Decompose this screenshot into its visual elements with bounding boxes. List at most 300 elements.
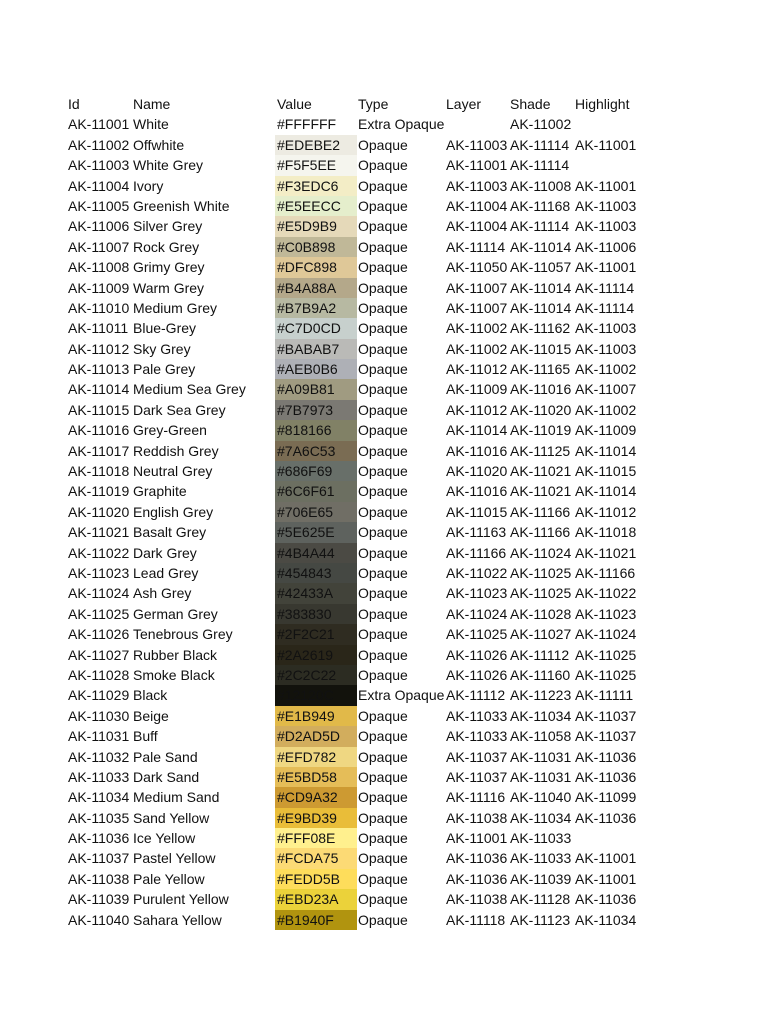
cell-layer: AK-11012 xyxy=(446,401,508,418)
cell-type: Opaque xyxy=(358,605,408,622)
cell-highlight: AK-11001 xyxy=(575,870,637,887)
cell-type: Opaque xyxy=(358,809,408,826)
cell-highlight: AK-11001 xyxy=(575,850,637,867)
cell-highlight: AK-11099 xyxy=(575,789,637,806)
cell-name: Silver Grey xyxy=(133,218,203,235)
cell-shade: AK-11019 xyxy=(510,422,572,439)
cell-layer: AK-11118 xyxy=(446,911,506,928)
cell-id: AK-11007 xyxy=(68,238,130,255)
cell-layer: AK-11007 xyxy=(446,279,508,296)
table-row xyxy=(68,481,708,501)
cell-id: AK-11018 xyxy=(68,463,130,480)
cell-shade: AK-11008 xyxy=(510,177,572,194)
color-swatch-cell: #42433A xyxy=(275,583,357,603)
table-row xyxy=(68,502,708,522)
table-header-row xyxy=(68,94,708,114)
cell-id: AK-11001 xyxy=(68,116,130,133)
table-row xyxy=(68,624,708,644)
table-row xyxy=(68,543,708,563)
cell-type: Opaque xyxy=(358,299,408,316)
cell-type: Opaque xyxy=(358,463,408,480)
table-row xyxy=(68,848,708,868)
cell-type: Opaque xyxy=(358,564,408,581)
cell-type: Opaque xyxy=(358,830,408,847)
cell-highlight: AK-11036 xyxy=(575,748,637,765)
cell-layer: AK-11009 xyxy=(446,381,508,398)
cell-id: AK-11037 xyxy=(68,850,130,867)
cell-name: Sahara Yellow xyxy=(133,911,222,928)
cell-shade: AK-11014 xyxy=(510,279,572,296)
cell-id: AK-11016 xyxy=(68,422,130,439)
cell-shade: AK-11039 xyxy=(510,870,572,887)
cell-highlight: AK-11003 xyxy=(575,340,637,357)
cell-id: AK-11039 xyxy=(68,891,130,908)
cell-layer: AK-11014 xyxy=(446,422,508,439)
cell-layer: AK-11002 xyxy=(446,320,508,337)
cell-type: Opaque xyxy=(358,401,408,418)
cell-layer: AK-11036 xyxy=(446,870,508,887)
cell-id: AK-11015 xyxy=(68,401,130,418)
cell-id: AK-11020 xyxy=(68,503,130,520)
cell-layer: AK-11004 xyxy=(446,197,508,214)
table-row xyxy=(68,257,708,277)
cell-name: Buff xyxy=(133,728,158,745)
table-row xyxy=(68,441,708,461)
cell-name: English Grey xyxy=(133,503,214,520)
cell-shade: AK-11020 xyxy=(510,401,572,418)
cell-id: AK-11038 xyxy=(68,870,130,887)
cell-id: AK-11032 xyxy=(68,748,130,765)
color-swatch-cell: #686F69 xyxy=(275,461,357,481)
cell-id: AK-11035 xyxy=(68,809,130,826)
cell-id: AK-11030 xyxy=(68,707,130,724)
cell-name: Offwhite xyxy=(133,136,185,153)
cell-layer: AK-11024 xyxy=(446,605,508,622)
cell-id: AK-11005 xyxy=(68,197,130,214)
cell-type: Opaque xyxy=(358,136,408,153)
cell-type: Opaque xyxy=(358,891,408,908)
cell-shade: AK-11223 xyxy=(510,687,572,704)
color-swatch-cell: #AEB0B6 xyxy=(275,359,357,379)
color-swatch-cell: #2A2619 xyxy=(275,645,357,665)
cell-type: Opaque xyxy=(358,646,408,663)
table-row xyxy=(68,339,708,359)
cell-name: Rock Grey xyxy=(133,238,200,255)
cell-type: Opaque xyxy=(358,585,408,602)
table-row xyxy=(68,869,708,889)
table-row xyxy=(68,216,708,236)
cell-id: AK-11013 xyxy=(68,361,130,378)
cell-shade: AK-11024 xyxy=(510,544,572,561)
cell-shade: AK-11014 xyxy=(510,299,572,316)
cell-highlight: AK-11001 xyxy=(575,136,637,153)
cell-id: AK-11017 xyxy=(68,442,130,459)
color-swatch-cell: #FFF08E xyxy=(275,828,357,848)
color-swatch-cell: #FFFFFF xyxy=(275,114,357,134)
cell-type: Opaque xyxy=(358,197,408,214)
cell-name: German Grey xyxy=(133,605,218,622)
cell-highlight: AK-11014 xyxy=(575,483,637,500)
cell-highlight: AK-11012 xyxy=(575,503,637,520)
cell-id: AK-11028 xyxy=(68,666,130,683)
cell-name: Ivory xyxy=(133,177,164,194)
cell-type: Opaque xyxy=(358,157,408,174)
cell-highlight: AK-11024 xyxy=(575,626,637,643)
color-swatch-cell: #7B7973 xyxy=(275,400,357,420)
table-row xyxy=(68,298,708,318)
cell-shade: AK-11033 xyxy=(510,830,572,847)
color-swatch-cell: #EBD23A xyxy=(275,889,357,909)
color-swatch-cell: #4B4A44 xyxy=(275,543,357,563)
color-swatch-cell: #2F2C21 xyxy=(275,624,357,644)
cell-highlight: AK-11025 xyxy=(575,646,637,663)
color-swatch-cell: #6C6F61 xyxy=(275,481,357,501)
cell-shade: AK-11033 xyxy=(510,850,572,867)
cell-shade: AK-11128 xyxy=(510,891,571,908)
cell-id: AK-11033 xyxy=(68,768,130,785)
cell-type: Opaque xyxy=(358,238,408,255)
cell-type: Opaque xyxy=(358,870,408,887)
cell-type: Opaque xyxy=(358,850,408,867)
cell-layer: AK-11038 xyxy=(446,809,508,826)
cell-highlight: AK-11001 xyxy=(575,177,637,194)
color-swatch-cell: #E5D9B9 xyxy=(275,216,357,236)
cell-shade: AK-11034 xyxy=(510,707,572,724)
table-row xyxy=(68,889,708,909)
color-swatch-cell: #7A6C53 xyxy=(275,441,357,461)
table-row xyxy=(68,787,708,807)
cell-layer: AK-11012 xyxy=(446,361,508,378)
cell-id: AK-11025 xyxy=(68,605,130,622)
cell-layer: AK-11114 xyxy=(446,238,506,255)
cell-name: White xyxy=(133,116,169,133)
cell-highlight: AK-11036 xyxy=(575,768,637,785)
cell-name: Sand Yellow xyxy=(133,809,210,826)
table-row xyxy=(68,747,708,767)
cell-highlight: AK-11111 xyxy=(575,687,634,704)
cell-name: Ice Yellow xyxy=(133,830,196,847)
cell-shade: AK-11058 xyxy=(510,728,572,745)
cell-shade: AK-11165 xyxy=(510,361,571,378)
cell-name: Pale Yellow xyxy=(133,870,205,887)
cell-id: AK-11023 xyxy=(68,564,130,581)
cell-shade: AK-11025 xyxy=(510,564,572,581)
cell-name: Pale Sand xyxy=(133,748,198,765)
table-row xyxy=(68,910,708,930)
table-row xyxy=(68,359,708,379)
cell-layer: AK-11022 xyxy=(446,564,508,581)
cell-shade: AK-11028 xyxy=(510,605,572,622)
cell-shade: AK-11014 xyxy=(510,238,572,255)
cell-type: Opaque xyxy=(358,177,408,194)
cell-layer: AK-11038 xyxy=(446,891,508,908)
cell-shade: AK-11015 xyxy=(510,340,572,357)
table-row xyxy=(68,400,708,420)
cell-shade: AK-11025 xyxy=(510,585,572,602)
cell-id: AK-11002 xyxy=(68,136,130,153)
cell-layer: AK-11033 xyxy=(446,728,508,745)
cell-id: AK-11027 xyxy=(68,646,130,663)
cell-name: Grey-Green xyxy=(133,422,207,439)
cell-id: AK-11026 xyxy=(68,626,130,643)
cell-type: Opaque xyxy=(358,911,408,928)
cell-name: Smoke Black xyxy=(133,666,215,683)
cell-highlight: AK-11006 xyxy=(575,238,637,255)
cell-shade: AK-11168 xyxy=(510,197,571,214)
cell-name: Medium Grey xyxy=(133,299,218,316)
cell-highlight: AK-11007 xyxy=(575,381,637,398)
cell-shade: AK-11112 xyxy=(510,646,570,663)
cell-type: Opaque xyxy=(358,361,408,378)
cell-id: AK-11011 xyxy=(68,320,129,337)
cell-highlight: AK-11114 xyxy=(575,299,635,316)
cell-type: Opaque xyxy=(358,483,408,500)
cell-layer: AK-11001 xyxy=(446,830,508,847)
table-row xyxy=(68,461,708,481)
cell-name: White Grey xyxy=(133,157,204,174)
cell-highlight: AK-11023 xyxy=(575,605,637,622)
cell-name: Pale Grey xyxy=(133,361,196,378)
cell-shade: AK-11031 xyxy=(510,748,572,765)
cell-type: Opaque xyxy=(358,626,408,643)
cell-name: Grimy Grey xyxy=(133,259,205,276)
cell-layer: AK-11002 xyxy=(446,340,508,357)
color-swatch-cell: #FEDD5B xyxy=(275,869,357,889)
table-row xyxy=(68,135,708,155)
cell-shade: AK-11162 xyxy=(510,320,571,337)
cell-name: Graphite xyxy=(133,483,187,500)
cell-highlight: AK-11037 xyxy=(575,728,637,745)
cell-shade: AK-11166 xyxy=(510,524,571,541)
cell-highlight: AK-11001 xyxy=(575,259,637,276)
cell-id: AK-11024 xyxy=(68,585,130,602)
color-swatch-cell: #E1B949 xyxy=(275,706,357,726)
cell-type: Opaque xyxy=(358,422,408,439)
cell-layer: AK-11025 xyxy=(446,626,508,643)
cell-id: AK-11022 xyxy=(68,544,130,561)
cell-type: Opaque xyxy=(358,442,408,459)
cell-highlight: AK-11036 xyxy=(575,891,637,908)
cell-id: AK-11004 xyxy=(68,177,130,194)
cell-id: AK-11003 xyxy=(68,157,130,174)
cell-name: Warm Grey xyxy=(133,279,205,296)
cell-id: AK-11012 xyxy=(68,340,130,357)
cell-name: Black xyxy=(133,687,168,704)
header-layer: Layer xyxy=(446,96,482,112)
cell-layer: AK-11020 xyxy=(446,463,508,480)
table-row xyxy=(68,196,708,216)
table-row xyxy=(68,767,708,787)
cell-highlight: AK-11014 xyxy=(575,442,637,459)
table-row xyxy=(68,379,708,399)
cell-layer: AK-11166 xyxy=(446,544,507,561)
color-swatch-cell: #818166 xyxy=(275,420,357,440)
cell-type: Opaque xyxy=(358,748,408,765)
color-swatch-cell: #D2AD5D xyxy=(275,726,357,746)
cell-name: Reddish Grey xyxy=(133,442,219,459)
cell-layer: AK-11016 xyxy=(446,442,508,459)
cell-name: Blue-Grey xyxy=(133,320,197,337)
table-row xyxy=(68,420,708,440)
cell-name: Ash Grey xyxy=(133,585,192,602)
cell-name: Dark Sand xyxy=(133,768,200,785)
cell-layer: AK-11116 xyxy=(446,789,506,806)
cell-type: Opaque xyxy=(358,279,408,296)
cell-highlight: AK-11022 xyxy=(575,585,637,602)
header-name: Name xyxy=(133,96,171,112)
cell-id: AK-11034 xyxy=(68,789,130,806)
cell-name: Tenebrous Grey xyxy=(133,626,233,643)
cell-type: Opaque xyxy=(358,544,408,561)
cell-layer: AK-11026 xyxy=(446,646,508,663)
cell-layer: AK-11026 xyxy=(446,666,508,683)
cell-layer: AK-11015 xyxy=(446,503,508,520)
cell-id: AK-11021 xyxy=(68,524,130,541)
cell-shade: AK-11027 xyxy=(510,626,572,643)
cell-layer: AK-11003 xyxy=(446,177,508,194)
cell-layer: AK-11036 xyxy=(446,850,508,867)
cell-name: Greenish White xyxy=(133,197,230,214)
cell-shade: AK-11114 xyxy=(510,218,570,235)
cell-layer: AK-11033 xyxy=(446,707,508,724)
cell-type: Opaque xyxy=(358,320,408,337)
cell-highlight: AK-11009 xyxy=(575,422,637,439)
table-row xyxy=(68,278,708,298)
cell-shade: AK-11021 xyxy=(510,463,572,480)
cell-type: Opaque xyxy=(358,503,408,520)
color-swatch-cell: #F3EDC6 xyxy=(275,176,357,196)
cell-highlight: AK-11166 xyxy=(575,564,636,581)
color-swatch-cell: #B4A88A xyxy=(275,278,357,298)
color-swatch-cell: #EFD782 xyxy=(275,747,357,767)
cell-shade: AK-11166 xyxy=(510,503,571,520)
cell-highlight: AK-11002 xyxy=(575,401,637,418)
table-row xyxy=(68,114,708,134)
cell-layer: AK-11023 xyxy=(446,585,508,602)
cell-shade: AK-11114 xyxy=(510,136,570,153)
color-swatch-cell: #FCDA75 xyxy=(275,848,357,868)
cell-highlight: AK-11114 xyxy=(575,279,635,296)
table-row xyxy=(68,604,708,624)
cell-id: AK-11009 xyxy=(68,279,130,296)
cell-name: Sky Grey xyxy=(133,340,191,357)
table-row xyxy=(68,155,708,175)
cell-id: AK-11006 xyxy=(68,218,130,235)
table-row xyxy=(68,828,708,848)
cell-name: Medium Sea Grey xyxy=(133,381,246,398)
color-swatch-cell: #E5BD58 xyxy=(275,767,357,787)
cell-type: Extra Opaque xyxy=(358,687,445,704)
cell-name: Rubber Black xyxy=(133,646,218,663)
cell-layer: AK-11007 xyxy=(446,299,508,316)
header-id: Id xyxy=(68,96,80,112)
cell-shade: AK-11034 xyxy=(510,809,572,826)
cell-highlight: AK-11003 xyxy=(575,320,637,337)
cell-layer: AK-11037 xyxy=(446,768,508,785)
color-swatch-cell: #706E65 xyxy=(275,502,357,522)
cell-type: Opaque xyxy=(358,666,408,683)
cell-type: Opaque xyxy=(358,728,408,745)
cell-id: AK-11036 xyxy=(68,830,130,847)
table-row xyxy=(68,726,708,746)
color-swatch-cell: #C7D0CD xyxy=(275,318,357,338)
cell-highlight: AK-11018 xyxy=(575,524,637,541)
table-row xyxy=(68,583,708,603)
color-swatch-cell: #E5EECC xyxy=(275,196,357,216)
cell-type: Opaque xyxy=(358,707,408,724)
table-row xyxy=(68,563,708,583)
color-swatch-cell: #A09B81 xyxy=(275,379,357,399)
cell-id: AK-11029 xyxy=(68,687,130,704)
table-row xyxy=(68,522,708,542)
color-swatch-cell: #F5F5EE xyxy=(275,155,357,175)
cell-highlight: AK-11003 xyxy=(575,197,637,214)
cell-shade: AK-11057 xyxy=(510,259,572,276)
cell-shade: AK-11016 xyxy=(510,381,572,398)
table-row xyxy=(68,237,708,257)
cell-layer: AK-11003 xyxy=(446,136,508,153)
color-swatch-cell: #E9BD39 xyxy=(275,808,357,828)
table-row xyxy=(68,685,708,705)
cell-shade: AK-11040 xyxy=(510,789,572,806)
cell-highlight: AK-11021 xyxy=(575,544,637,561)
color-swatch-cell: #B7B9A2 xyxy=(275,298,357,318)
table-row xyxy=(68,665,708,685)
color-swatch-cell: #BABAB7 xyxy=(275,339,357,359)
color-swatch-cell: #B1940F xyxy=(275,910,357,930)
cell-name: Lead Grey xyxy=(133,564,199,581)
table-body xyxy=(68,114,708,930)
cell-layer: AK-11163 xyxy=(446,524,507,541)
color-swatch-cell: #2C2C22 xyxy=(275,665,357,685)
header-type: Type xyxy=(358,96,389,112)
cell-layer: AK-11016 xyxy=(446,483,508,500)
cell-shade: AK-11160 xyxy=(510,666,571,683)
cell-highlight: AK-11003 xyxy=(575,218,637,235)
color-table xyxy=(68,94,708,930)
table-row xyxy=(68,706,708,726)
header-highlight: Highlight xyxy=(575,96,630,112)
color-swatch-cell: #5E625E xyxy=(275,522,357,542)
cell-id: AK-11014 xyxy=(68,381,130,398)
cell-layer: AK-11004 xyxy=(446,218,508,235)
color-swatch-cell: #CD9A32 xyxy=(275,787,357,807)
cell-type: Extra Opaque xyxy=(358,116,445,133)
cell-type: Opaque xyxy=(358,218,408,235)
cell-name: Beige xyxy=(133,707,169,724)
cell-shade: AK-11031 xyxy=(510,768,572,785)
color-swatch-cell: #12120C xyxy=(275,685,357,705)
cell-shade: AK-11114 xyxy=(510,157,570,174)
color-swatch-cell: #C0B898 xyxy=(275,237,357,257)
cell-layer: AK-11001 xyxy=(446,157,508,174)
cell-type: Opaque xyxy=(358,259,408,276)
color-swatch-cell: #454843 xyxy=(275,563,357,583)
table-row xyxy=(68,645,708,665)
cell-shade: AK-11002 xyxy=(510,116,572,133)
cell-id: AK-11008 xyxy=(68,259,130,276)
cell-id: AK-11019 xyxy=(68,483,130,500)
cell-shade: AK-11123 xyxy=(510,911,571,928)
cell-type: Opaque xyxy=(358,381,408,398)
cell-type: Opaque xyxy=(358,768,408,785)
cell-name: Pastel Yellow xyxy=(133,850,216,867)
cell-layer: AK-11037 xyxy=(446,748,508,765)
table-row xyxy=(68,808,708,828)
cell-layer: AK-11050 xyxy=(446,259,508,276)
cell-highlight: AK-11037 xyxy=(575,707,637,724)
cell-type: Opaque xyxy=(358,340,408,357)
